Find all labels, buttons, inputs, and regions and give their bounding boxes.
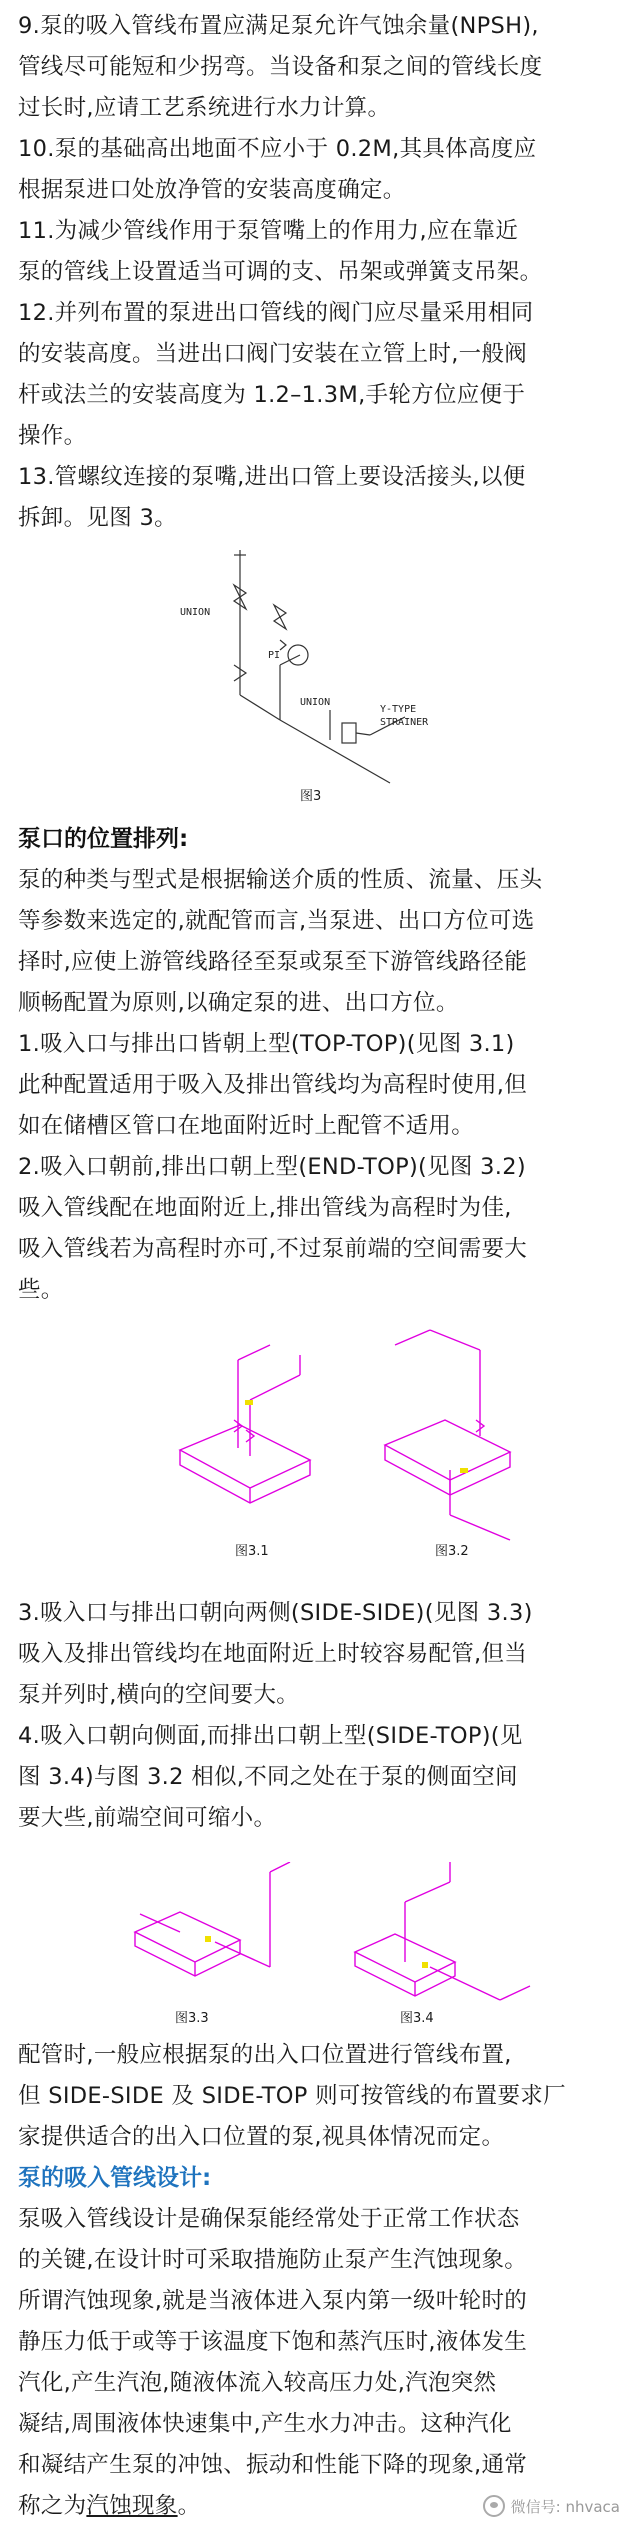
marker — [245, 1400, 253, 1405]
paragraph-11 — [18, 211, 618, 293]
item-side-side — [18, 1593, 618, 1716]
wechat-watermark — [483, 2495, 620, 2517]
text-line: 图 3.4)与图 3.2 相似,不同之处在于泵的侧面空间 — [18, 1764, 518, 1790]
text-line: 4.吸入口朝向侧面,而排出口朝上型(SIDE-TOP)(见 — [18, 1723, 523, 1749]
cavitation-term: 汽蚀现象 — [86, 2493, 178, 2519]
text-line: 泵吸入管线设计是确保泵能经常处于正常工作状态 — [18, 2206, 520, 2232]
paragraph-cavitation — [18, 2199, 618, 2527]
text-line: 管线尽可能短和少拐弯。当设备和泵之间的管线长度 — [18, 54, 543, 80]
text-line: 11.为减少管线作用于泵管嘴上的作用力,应在靠近 — [18, 218, 519, 244]
text-line: 拆卸。见图 3。 — [18, 505, 177, 531]
strainer-label: Y-TYPE — [380, 704, 417, 715]
text-line: 过长时,应请工艺系统进行水力计算。 — [18, 95, 391, 121]
text-line: 的关键,在设计时可采取措施防止泵产生汽蚀现象。 — [18, 2247, 528, 2273]
item-end-top — [18, 1147, 618, 1311]
figure-3-pump-piping — [170, 545, 470, 815]
text-line: 13.管螺纹连接的泵嘴,进出口管上要设活接头,以便 — [18, 464, 526, 490]
paragraph-pump-type — [18, 860, 618, 1024]
text-fragment: 。 — [177, 2493, 201, 2519]
text-line: 此种配置适用于吸入及排出管线均为高程时使用,但 — [18, 1072, 528, 1098]
figure-caption: 图3.4 — [400, 2011, 434, 2026]
item-side-top — [18, 1716, 618, 1839]
text-line: 根据泵进口处放净管的安装高度确定。 — [18, 177, 406, 203]
text-line: 汽化,产生汽泡,随液体流入较高压力处,汽泡突然 — [18, 2370, 497, 2396]
paragraph-piping-note — [18, 2035, 618, 2158]
figure-3-1-drawing — [180, 1345, 310, 1503]
pi-label: PI — [268, 650, 281, 661]
figure-caption: 图3.1 — [235, 1544, 269, 1559]
section-heading-suction-line-design: 泵的吸入管线设计: — [18, 2165, 212, 2191]
figure-3-3-3-4 — [120, 1862, 540, 2027]
text-line: 等参数来选定的,就配管而言,当泵进、出口方位可选 — [18, 908, 535, 934]
text-line: 所谓汽蚀现象,就是当液体进入泵内第一级叶轮时的 — [18, 2288, 528, 2314]
text-line: 家提供适合的出入口位置的泵,视具体情况而定。 — [18, 2124, 505, 2150]
text-line: 2.吸入口朝前,排出口朝上型(END-TOP)(见图 3.2) — [18, 1154, 526, 1180]
text-line: 凝结,周围液体快速集中,产生水力冲击。这种汽化 — [18, 2411, 512, 2437]
union-label: UNION — [180, 607, 211, 618]
figure-caption: 图3.2 — [435, 1544, 469, 1559]
text-line: 12.并列布置的泵进出口管线的阀门应尽量采用相同 — [18, 300, 534, 326]
text-line: 3.吸入口与排出口朝向两侧(SIDE-SIDE)(见图 3.3) — [18, 1600, 533, 1626]
paragraph-13 — [18, 457, 618, 539]
text-line: 些。 — [18, 1277, 64, 1303]
text-line: 配管时,一般应根据泵的出入口位置进行管线布置, — [18, 2042, 512, 2068]
text-line: 泵的种类与型式是根据输送介质的性质、流量、压头 — [18, 867, 543, 893]
wechat-icon — [483, 2495, 505, 2517]
figure-caption: 图3 — [300, 789, 322, 804]
union-label: UNION — [300, 697, 331, 708]
text-line: 但 SIDE-SIDE 及 SIDE-TOP 则可按管线的布置要求厂 — [18, 2083, 566, 2109]
strainer-label: STRAINER — [380, 717, 429, 728]
text-line: 顺畅配置为原则,以确定泵的进、出口方位。 — [18, 990, 459, 1016]
watermark-text: 微信号: nhvaca — [510, 2497, 620, 2516]
text-line: 9.泵的吸入管线布置应满足泵允许气蚀余量(NPSH), — [18, 13, 539, 39]
paragraph-10 — [18, 129, 618, 211]
text-line: 的安装高度。当进出口阀门安装在立管上时,一般阀 — [18, 341, 528, 367]
text-line: 10.泵的基础高出地面不应小于 0.2M,其具体高度应 — [18, 136, 537, 162]
text-line: 静压力低于或等于该温度下饱和蒸汽压时,液体发生 — [18, 2329, 528, 2355]
text-line: 1.吸入口与排出口皆朝上型(TOP-TOP)(见图 3.1) — [18, 1031, 515, 1057]
text-line: 要大些,前端空间可缩小。 — [18, 1805, 277, 1831]
text-line: 泵并列时,横向的空间要大。 — [18, 1682, 300, 1708]
text-line: 吸入及排出管线均在地面附近上时较容易配管,但当 — [18, 1641, 528, 1667]
section-heading-pump-nozzle-orientation: 泵口的位置排列: — [18, 826, 189, 852]
marker — [460, 1468, 468, 1473]
figure-3-4-drawing — [355, 1862, 530, 2000]
text-line: 如在储槽区管口在地面附近时上配管不适用。 — [18, 1113, 475, 1139]
text-line: 和凝结产生泵的冲蚀、振动和性能下降的现象,通常 — [18, 2452, 528, 2478]
figure-3-3-drawing — [135, 1862, 290, 1976]
text-fragment: 称之为 — [18, 2493, 87, 2519]
text-line: 杆或法兰的安装高度为 1.2–1.3M,手轮方位应便于 — [18, 382, 526, 408]
figure-3-1-3-2 — [150, 1320, 570, 1560]
text-line: 择时,应使上游管线路径至泵或泵至下游管线路径能 — [18, 949, 528, 975]
paragraph-9 — [18, 6, 618, 129]
item-top-top — [18, 1024, 618, 1147]
figure-caption: 图3.3 — [175, 2011, 209, 2026]
marker — [205, 1936, 211, 1942]
figure-3-2-drawing — [385, 1330, 510, 1540]
text-line: 操作。 — [18, 423, 87, 449]
text-line: 吸入管线若为高程时亦可,不过泵前端的空间需要大 — [18, 1236, 528, 1262]
marker — [422, 1962, 428, 1968]
paragraph-12 — [18, 293, 618, 457]
text-line: 吸入管线配在地面附近上,排出管线为高程时为佳, — [18, 1195, 512, 1221]
text-line: 泵的管线上设置适当可调的支、吊架或弹簧支吊架。 — [18, 259, 543, 285]
